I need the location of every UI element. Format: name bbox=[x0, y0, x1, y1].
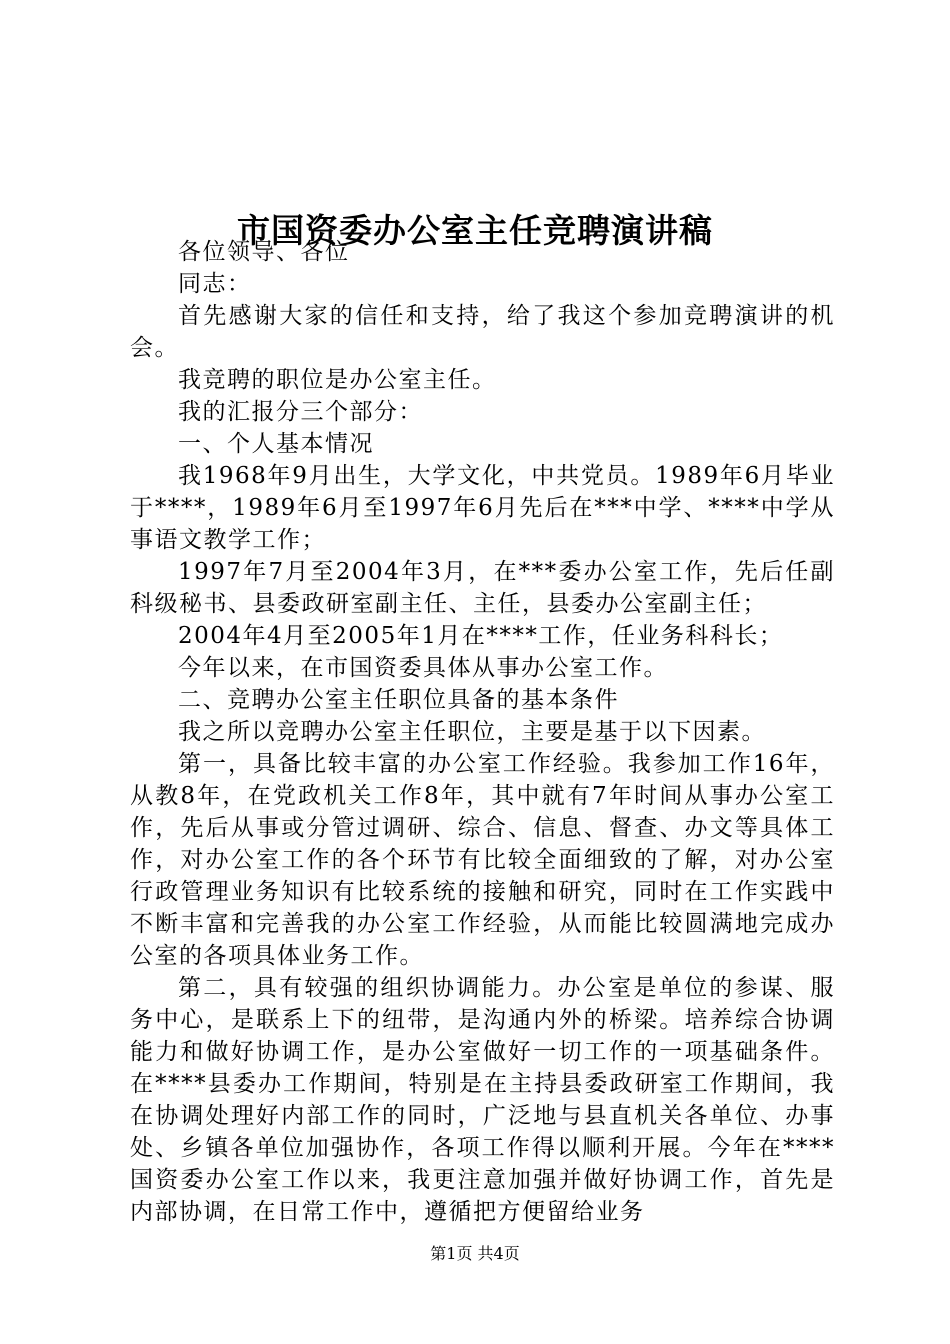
paragraph: 我之所以竞聘办公室主任职位，主要是基于以下因素。 bbox=[178, 719, 766, 745]
paragraph: 我竞聘的职位是办公室主任。 bbox=[178, 367, 497, 393]
paragraph: 第一，具备比较丰富的办公室工作经验。我参加工作16年，从教8年，在党政机关工作8年，其中就有7年时间从事办公室工作，先后从事或分管过调研、综合、信息、督查、办文等具体工作，对办公室工作的各个环节有比较全面细致的了解，对办公室行政管理业务知识有比较系统的接触和研究，同时在工作实践中不断丰富和完善我的办公室工作经验，从而能比较圆满地完成办公室的各项具体业务工作。 bbox=[130, 751, 835, 969]
section-heading: 一、个人基本情况 bbox=[178, 431, 374, 457]
paragraph: 第二，具有较强的组织协调能力。办公室是单位的参谋、服务中心，是联系上下的纽带，是沟通内外的桥梁。培养综合协调能力和做好协调工作，是办公室做好一切工作的一项基础条件。在****县委办工作期间，特别是在主持县委政研室工作期间，我在协调处理好内部工作的同时，广泛地与县直机关各单位、办事处、乡镇各单位加强协作，各项工作得以顺利开展。今年在****国资委办公室工作以来，我更注意加强并做好协调工作，首先是内部协调，在日常工作中，遵循把方便留给业务 bbox=[130, 975, 835, 1225]
paragraph: 各位领导、各位 bbox=[178, 239, 350, 265]
paragraph: 首先感谢大家的信任和支持，给了我这个参加竞聘演讲的机会。 bbox=[130, 303, 835, 361]
document-body bbox=[130, 236, 835, 1228]
document-title: 市国资委办公室主任竞聘演讲稿 bbox=[237, 211, 713, 251]
paragraph: 今年以来，在市国资委具体从事办公室工作。 bbox=[178, 655, 668, 681]
paragraph: 我的汇报分三个部分： bbox=[178, 399, 423, 425]
paragraph: 同志： bbox=[178, 271, 252, 297]
paragraph: 1997年7月至2004年3月，在***委办公室工作，先后任副科级秘书、县委政研室副主任、主任，县委办公室副主任； bbox=[130, 559, 835, 617]
paragraph: 我1968年9月出生，大学文化，中共党员。1989年6月毕业于****，1989年6月至1997年6月先后在***中学、****中学从事语文教学工作； bbox=[130, 463, 835, 553]
page-footer: 第1页 共4页 bbox=[430, 1244, 520, 1263]
section-heading: 二、竞聘办公室主任职位具备的基本条件 bbox=[178, 687, 619, 713]
paragraph: 2004年4月至2005年1月在****工作，任业务科科长； bbox=[178, 623, 784, 649]
